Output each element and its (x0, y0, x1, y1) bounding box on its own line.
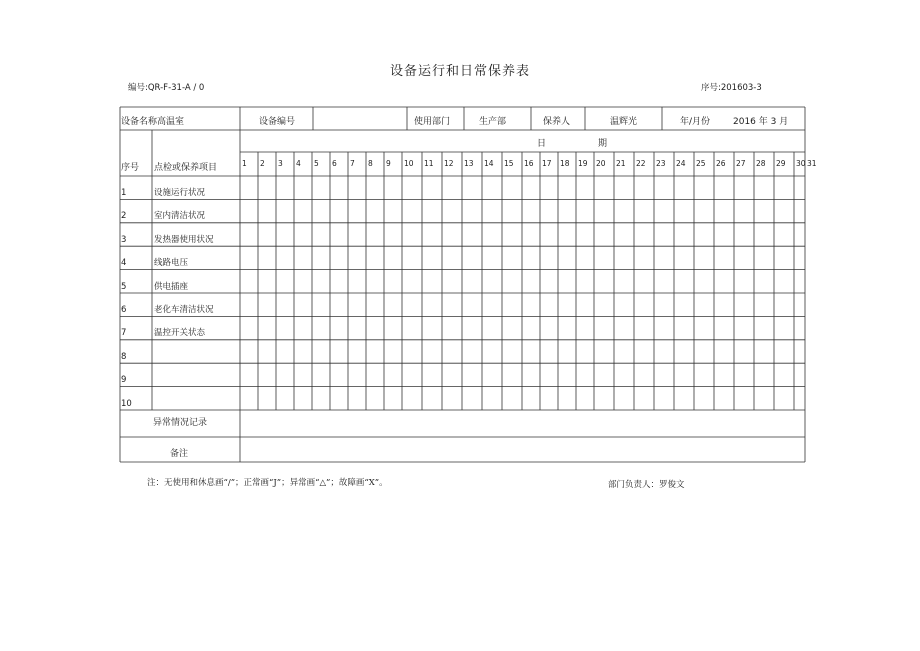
day-number: 2 (260, 159, 265, 168)
day-number: 7 (350, 159, 355, 168)
document-number: 编号:QR-F-31-A / 0 (128, 83, 205, 93)
item-label: 室内清洁状况 (154, 211, 206, 222)
day-number: 1 (242, 159, 247, 168)
day-number: 26 (716, 159, 726, 168)
day-number: 14 (484, 159, 494, 168)
equipment-no-label: 设备编号 (259, 117, 296, 127)
date-header-qi: 期 (598, 139, 608, 149)
equipment-name-label: 设备名称高温室 (121, 117, 185, 127)
day-number: 19 (578, 159, 588, 168)
day-number: 8 (368, 159, 373, 168)
item-label: 线路电压 (154, 258, 189, 269)
day-number: 13 (464, 159, 474, 168)
day-number: 29 (776, 159, 786, 168)
day-number: 17 (542, 159, 552, 168)
remarks-label: 备注 (170, 449, 189, 459)
day-number: 12 (444, 159, 454, 168)
item-label: 老化车清洁状况 (154, 305, 214, 315)
day-number: 15 (504, 159, 514, 168)
day-number: 27 (736, 159, 746, 168)
date-header-ri: 日 (537, 139, 547, 149)
department-value: 生产部 (479, 117, 507, 127)
item-number: 7 (121, 328, 127, 339)
item-number: 6 (121, 305, 127, 315)
item-number: 4 (121, 258, 127, 269)
day-number: 24 (676, 159, 686, 168)
item-number: 8 (121, 351, 127, 362)
department-label: 使用部门 (414, 117, 451, 127)
day-number: 3 (278, 159, 283, 168)
legend-footnote: 注：无使用和休息画“/”；正常画“J”；异常画“△”；故障画“X”。 (147, 478, 388, 488)
column-header-item: 点检或保养项目 (154, 163, 218, 173)
day-number: 21 (616, 159, 626, 168)
day-number: 9 (386, 159, 391, 168)
item-label: 设施运行状况 (154, 188, 206, 198)
form-title: 设备运行和日常保养表 (389, 64, 530, 79)
item-number: 10 (121, 398, 132, 409)
day-number: 31 (807, 159, 817, 168)
day-number: 23 (656, 159, 666, 168)
maintainer-value: 温辉光 (610, 117, 638, 127)
item-label: 温控开关状态 (154, 328, 206, 339)
day-number: 5 (314, 159, 319, 168)
day-number: 10 (404, 159, 414, 168)
day-number: 6 (332, 159, 337, 168)
day-number: 28 (756, 159, 766, 168)
item-number: 9 (121, 375, 127, 386)
day-number: 11 (424, 159, 434, 168)
day-number: 20 (596, 159, 606, 168)
maintainer-label: 保养人 (543, 117, 571, 127)
day-number: 16 (524, 159, 534, 168)
day-number: 18 (560, 159, 570, 168)
item-label: 发热器使用状况 (154, 234, 214, 245)
item-label: 供电插座 (154, 281, 189, 292)
day-number: 22 (636, 159, 646, 168)
day-number: 4 (296, 159, 301, 168)
item-number: 5 (121, 281, 127, 292)
item-number: 1 (121, 188, 127, 198)
serial-number: 序号:201603-3 (701, 83, 762, 93)
abnormal-record-label: 异常情况记录 (153, 418, 208, 428)
day-number: 25 (696, 159, 706, 168)
day-number: 30 (796, 159, 806, 168)
item-number: 2 (121, 211, 127, 222)
department-manager: 部门负责人：罗俊文 (608, 480, 685, 490)
column-header-no: 序号 (121, 163, 140, 173)
year-month-label: 年/月份 (680, 117, 711, 127)
item-number: 3 (121, 234, 127, 245)
year-month-value: 2016 年 3 月 (733, 117, 789, 127)
